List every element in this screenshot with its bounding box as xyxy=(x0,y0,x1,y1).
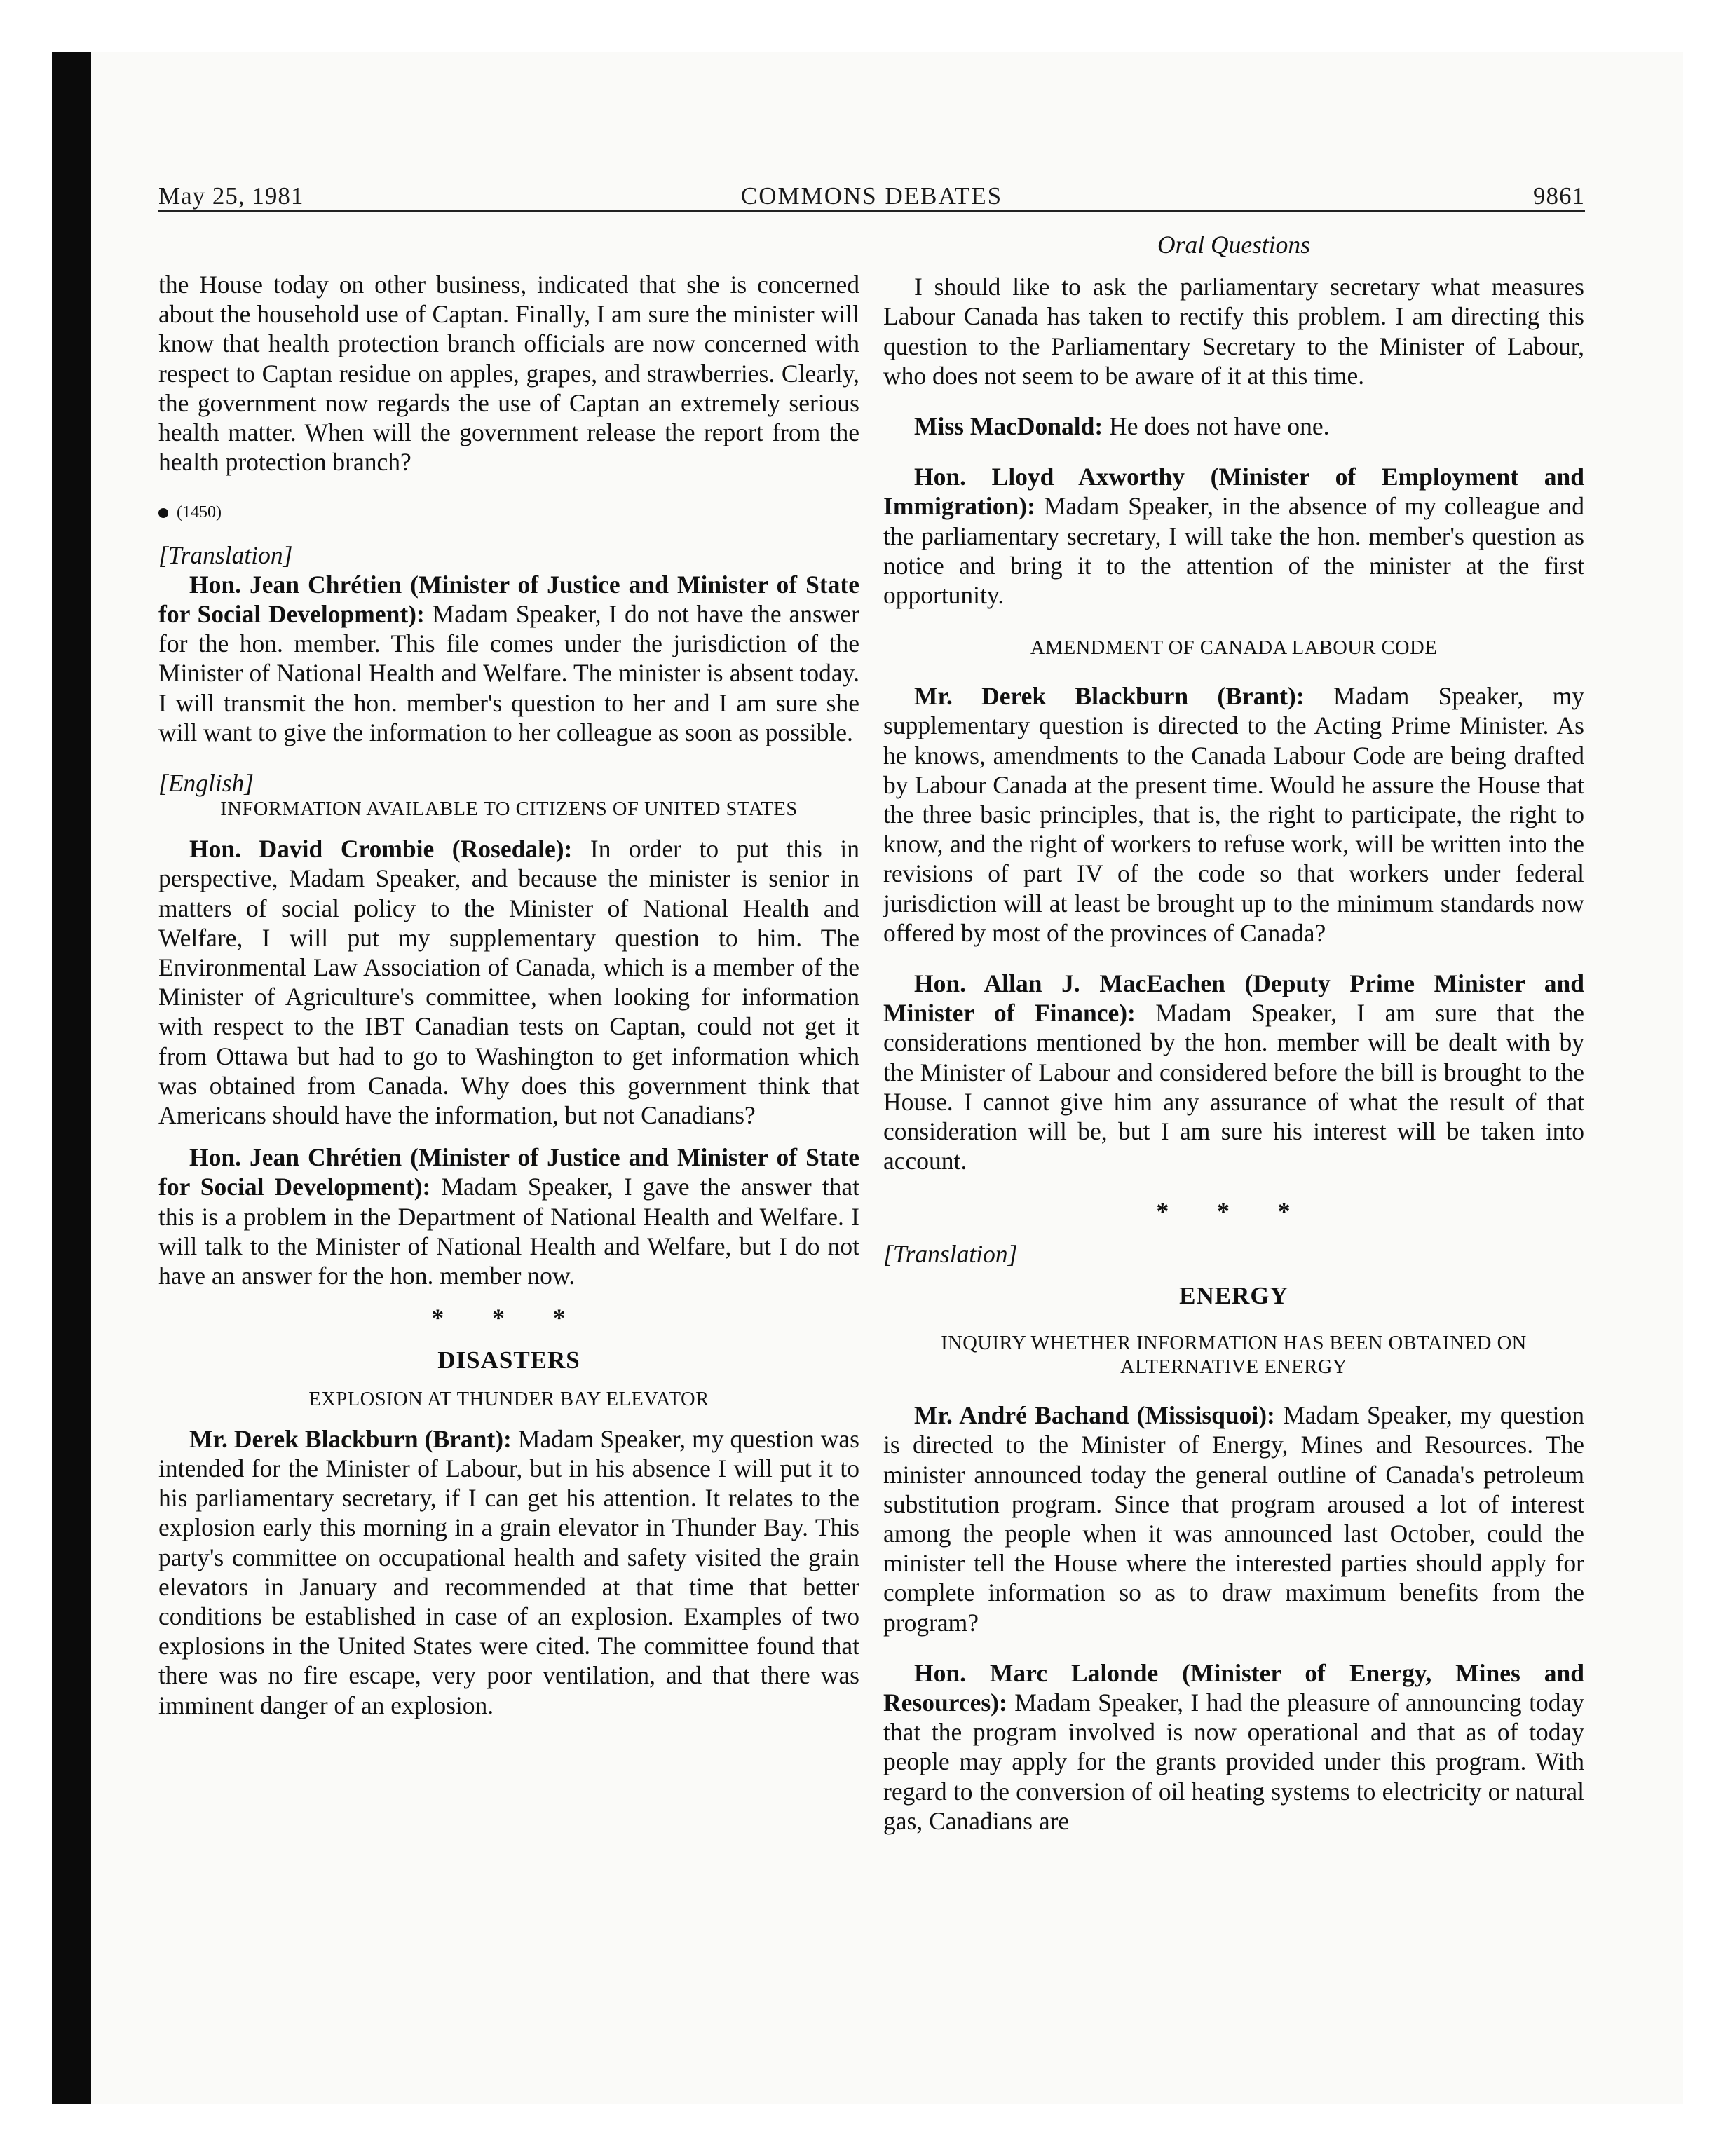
page-number: 9861 xyxy=(1533,182,1585,210)
speech-text: Madam Speaker, I gave the answer that this is a problem in the Department of National Health and Welfare. I will talk to the Minister of National Health and Welfare, but I do not have an answer for the hon. member now. xyxy=(158,1173,859,1290)
paragraph: I should like to ask the parliamentary secretary what measures Labour Canada has taken to rectify this problem. I am directing this question to the Parliamentary Secretary to the Minister of Labour, who does not seem to be aware of it at this time. xyxy=(883,273,1584,390)
speaker-name: Hon. Jean Chrétien (Minister of Justice and Minister of State for Social Development): xyxy=(158,570,859,629)
publication-title: COMMONS DEBATES xyxy=(740,182,1003,210)
column-label: Oral Questions xyxy=(1157,231,1310,259)
speech-text: He does not have one. xyxy=(1103,412,1330,441)
page-date: May 25, 1981 xyxy=(158,182,304,210)
speaker-name: Mr. Derek Blackburn (Brant): xyxy=(914,682,1305,711)
subheading: INQUIRY WHETHER INFORMATION HAS BEEN OBTAINED ON ALTERNATIVE ENERGY xyxy=(941,1332,1527,1379)
section-heading: DISASTERS xyxy=(437,1346,580,1374)
speech-text: Madam Speaker, in the absence of my colleague and the parliamentary secretary, I will take the hon. member's question as notice and bring it to the attention of the minister at the first opportunity. xyxy=(883,492,1584,610)
speech xyxy=(883,411,1584,441)
speech xyxy=(158,570,859,747)
speech xyxy=(883,462,1584,610)
speech xyxy=(158,834,859,1130)
speaker-name: Miss MacDonald: xyxy=(914,412,1103,441)
timestamp xyxy=(158,498,859,527)
speech xyxy=(158,1424,859,1720)
speech xyxy=(883,1400,1584,1637)
speaker-name: Hon. Allan J. MacEachen (Deputy Prime Minister and Minister of Finance): xyxy=(883,969,1584,1028)
speech xyxy=(883,1658,1584,1836)
speaker-name: Hon. Lloyd Axworthy (Minister of Employment and Immigration): xyxy=(883,463,1584,521)
speaker-name: Hon. David Crombie (Rosedale): xyxy=(189,835,573,864)
speech-text: Madam Speaker, I had the pleasure of announcing today that the program involved is now operational and that as of today people may apply for the grants provided under this program. With regard to the conversion of oil heating systems to electricity or natural gas, Canadians are xyxy=(883,1688,1584,1835)
speech xyxy=(883,681,1584,948)
section-heading: ENERGY xyxy=(1179,1281,1288,1309)
running-head xyxy=(158,178,1585,214)
section-separator: * * * xyxy=(431,1304,587,1332)
left-column xyxy=(158,270,859,1720)
speech-text: Madam Speaker, I am sure that the considerations mentioned by the hon. member will be dealt with by the Minister of Labour and considered before the bill is brought to the House. I cannot give him any assurance of what the result of that consideration will be, but I am sure his interest will be taken into account. xyxy=(883,999,1585,1175)
right-column xyxy=(883,230,1584,1836)
speaker-name: Mr. André Bachand (Missisquoi): xyxy=(914,1401,1275,1430)
speech-text: Madam Speaker, I do not have the answer for the hon. member. This file comes under the jurisdiction of the Minister of National Health and Welfare. The minister is absent today. I will transmit the hon. member's question to her and I am sure she will want to give the information to her colleague as soon as possible. xyxy=(158,600,859,746)
speech-text: Madam Speaker, my supplementary question is directed to the Acting Prime Minister. As he knows, amendments to the Canada Labour Code are being drafted by Labour Canada at the present time. Would he assure the House that the three basic principles, that is, the right to participate, the right to know, and the right of workers to refuse work, will be written into the revisions of part IV of the code so that workers under federal jurisdiction will at least be brought up to the minimum standards now offered by most of the provinces of Canada? xyxy=(883,682,1584,947)
speaker-name: Mr. Derek Blackburn (Brant): xyxy=(189,1424,512,1453)
header-rule xyxy=(158,210,1585,212)
speaker-name: Hon. Marc Lalonde (Minister of Energy, Mines and Resources): xyxy=(883,1658,1584,1717)
subheading: AMENDMENT OF CANADA LABOUR CODE xyxy=(1030,637,1438,660)
translation-label: [Translation] xyxy=(158,540,293,569)
paragraph: the House today on other business, indicated that she is concerned about the household use of Captan. Finally, I am sure the minister will know that health protection branch officials are now concerned with respect to Captan residue on apples, grapes, and strawberries. Clearly, the government now regards the use of Captan an extremely serious health matter. When will the government release the report from the health protection branch? xyxy=(158,271,859,477)
speaker-name: Hon. Jean Chrétien (Minister of Justice and Minister of State for Social Development): xyxy=(158,1143,859,1201)
speech xyxy=(883,969,1584,1175)
speech xyxy=(158,1142,859,1290)
speech-text: In order to put this in perspective, Madam Speaker, and because the minister is senior in matters of social policy to the Minister of National Health and Welfare, I will put my supplementary question to him. The Environmental Law Association of Canada, which is a member of the Minister of Agriculture's committee, when looking for information with respect to the IBT Canadian tests on Captan, could not get it from Ottawa but had to go to Washington to get information which was obtained from Canada. Why does this government think that Americans should have the information, but not Canadians? xyxy=(158,835,860,1130)
section-separator: * * * xyxy=(1156,1197,1312,1226)
scan-binding-edge xyxy=(52,52,91,2104)
subheading: INFORMATION AVAILABLE TO CITIZENS OF UNITED STATES xyxy=(220,798,798,821)
speech-text: Madam Speaker, my question was intended for the Minister of Labour, but in his absence I will put it to his parliamentary secretary, if I can get his attention. It relates to the explosion early this morning in a grain elevator in Thunder Bay. This party's committee on occupational health and safety visited the grain elevators in January and recommended at that time that better conditions be established in case of an explosion. Examples of two explosions in the United States were cited. The committee found that there was no fire escape, very poor ventilation, and that there was imminent danger of an explosion. xyxy=(158,1424,859,1719)
speech-text: Madam Speaker, my question is directed to the Minister of Energy, Mines and Resources. The minister announced today the general outline of Canada's petroleum substitution program. Since that program aroused a lot of interest among the people when it was announced last October, could the minister tell the House where the interested parties should apply for complete information so as to draw maximum benefits from the program? xyxy=(883,1401,1584,1637)
subheading: EXPLOSION AT THUNDER BAY ELEVATOR xyxy=(308,1388,709,1410)
translation-label: [Translation] xyxy=(883,1239,1018,1268)
timestamp-text: (1450) xyxy=(177,503,222,522)
bullet-icon xyxy=(158,508,168,518)
english-label: [English] xyxy=(158,769,254,798)
